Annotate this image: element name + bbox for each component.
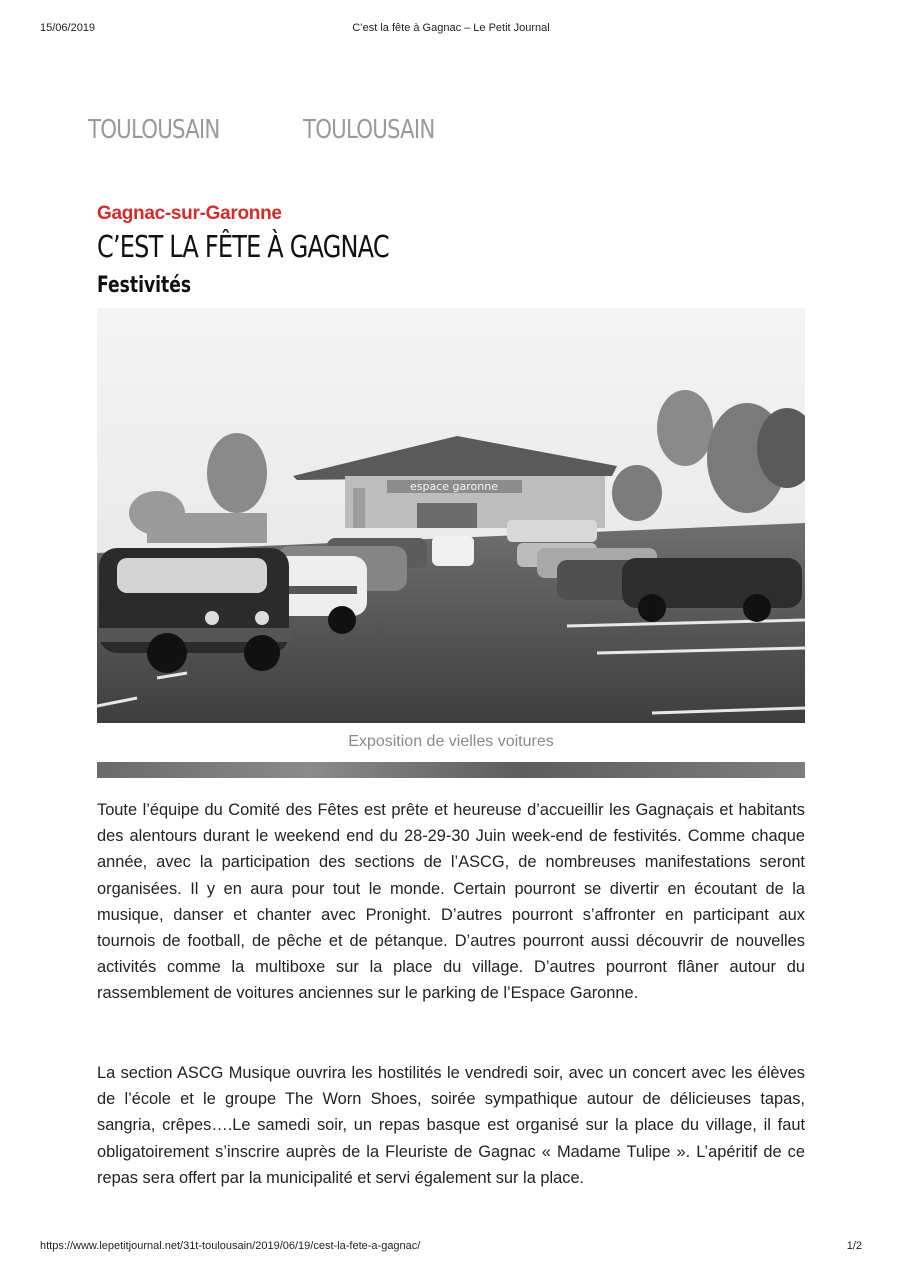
photo-caption: Exposition de vielles voitures — [348, 733, 554, 750]
print-url[interactable]: https://www.lepetitjournal.net/31t-toulousain/2019/06/19/cest-la-fete-a-gagnac/ — [40, 1240, 421, 1252]
caption-divider — [97, 762, 805, 778]
article-location-kicker[interactable]: Gagnac-sur-Garonne — [97, 203, 282, 224]
print-page-title: C’est la fête à Gagnac – Le Petit Journal — [352, 22, 550, 34]
print-date: 15/06/2019 — [40, 22, 96, 34]
section-nav — [88, 115, 463, 145]
article-headline: C’EST LA FÊTE À GAGNAC — [97, 230, 389, 265]
article-photo — [97, 308, 805, 723]
article-rubric: Festivités — [97, 273, 192, 298]
photo-illustration — [97, 308, 805, 723]
print-page-number: 1/2 — [846, 1240, 862, 1252]
nav-link-toulousain[interactable]: TOULOUSAIN — [88, 115, 220, 145]
background-buildings — [147, 513, 267, 543]
article-paragraph-1: Toute l’équipe du Comité des Fêtes est prête et heureuse d’accueillir les Gagnaçais et habitants des alentours durant le weekend end du 28-29-30 Juin week-end de festivités. Comme chaque année, avec la participation des sections de l’ASCG, de nombreuses manifestations seront organisées. Il y en aura pour tout le monde. Certain pourront se divertir en écoutant de la musique, danser et chanter avec Pronight. D’autres pourront s’affronter en participant aux tournois de football, de pêche et de pétanque. D’autres pourront aussi découvrir de nouvelles activités comme la multiboxe sur la place du village. D’autres pourront flâner autour du rassemblement de voitures anciennes sur le parking de l’Espace Garonne. — [97, 801, 805, 1003]
nav-link-toulousain-2[interactable]: TOULOUSAIN — [303, 115, 435, 145]
building-sign: espace garonne — [410, 480, 498, 493]
white-car — [432, 536, 474, 566]
article-paragraph-2: La section ASCG Musique ouvrira les hostilités le vendredi soir, avec un concert avec les élèves de l’école et le groupe The Worn Shoes, soirée sympathique autour de délicieuses tapas, sangria, crêpes….Le samedi soir, un repas basque est organisé sur la place du village, il faut obligatoirement s’inscrire auprès de la Fleuriste de Gagnac « Madame Tulipe ». L’apéritif de ce repas sera offert par la municipalité et servi également sur la place. — [97, 1064, 805, 1187]
